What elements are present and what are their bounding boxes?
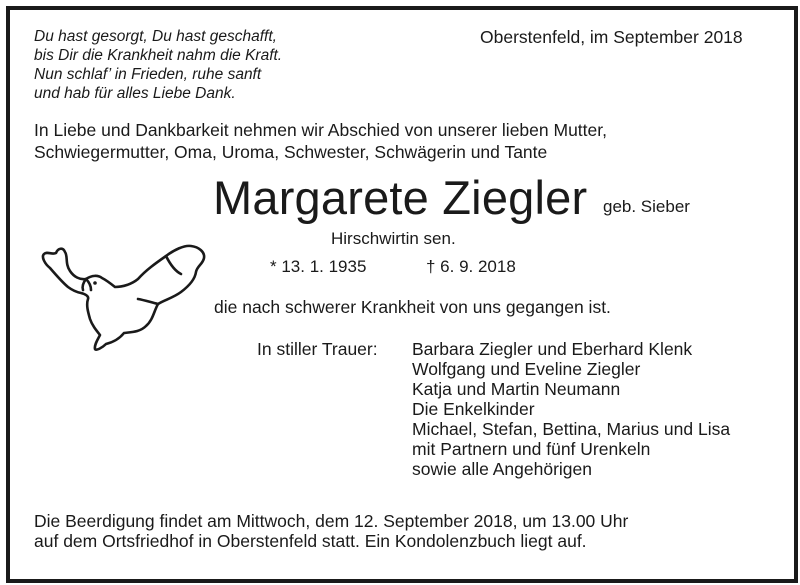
funeral-line: Die Beerdigung findet am Mittwoch, dem 12. September 2018, um 13.00 Uhr [34,511,629,531]
list-item: mit Partnern und fünf Urenkeln [412,439,651,459]
list-item: sowie alle Angehörigen [412,459,592,479]
list-item: Katja und Martin Neumann [412,379,621,399]
funeral-line: auf dem Ortsfriedhof in Oberstenfeld statt. Ein Kondolenzbuch liegt auf. [34,531,587,551]
birth-date: * 13. 1. 1935 [270,257,367,276]
list-item: Die Enkelkinder [412,399,535,419]
birth-name: geb. Sieber [603,197,690,216]
place-date: Oberstenfeld, im September 2018 [480,27,743,47]
death-date: † 6. 9. 2018 [426,257,516,276]
poem [34,27,282,103]
poem-line: bis Dir die Krankheit nahm die Kraft. [34,47,283,64]
list-item: Barbara Ziegler und Eberhard Klenk [412,339,693,359]
intro-line: In Liebe und Dankbarkeit nehmen wir Abschied von unserer lieben Mutter, [34,120,607,140]
poem-line: Nun schlaf’ in Frieden, ruhe sanft [34,66,262,83]
deceased-title: Hirschwirtin sen. [331,229,456,248]
mourners-list [412,339,730,479]
mourning-label: In stiller Trauer: [257,339,378,359]
list-item: Wolfgang und Eveline Ziegler [412,359,641,379]
poem-line: Du hast gesorgt, Du hast geschafft, [34,28,277,45]
intro-line: Schwiegermutter, Oma, Uroma, Schwester, Schwägerin und Tante [34,142,548,162]
passed-text: die nach schwerer Krankheit von uns gegangen ist. [214,297,611,317]
list-item: Michael, Stefan, Bettina, Marius und Lisa [412,419,731,439]
poem-line: und hab für alles Liebe Dank. [34,85,236,102]
deceased-name: Margarete Ziegler [213,171,588,224]
funeral-info [34,511,628,551]
dove-icon [40,244,208,352]
intro-text [34,119,607,163]
